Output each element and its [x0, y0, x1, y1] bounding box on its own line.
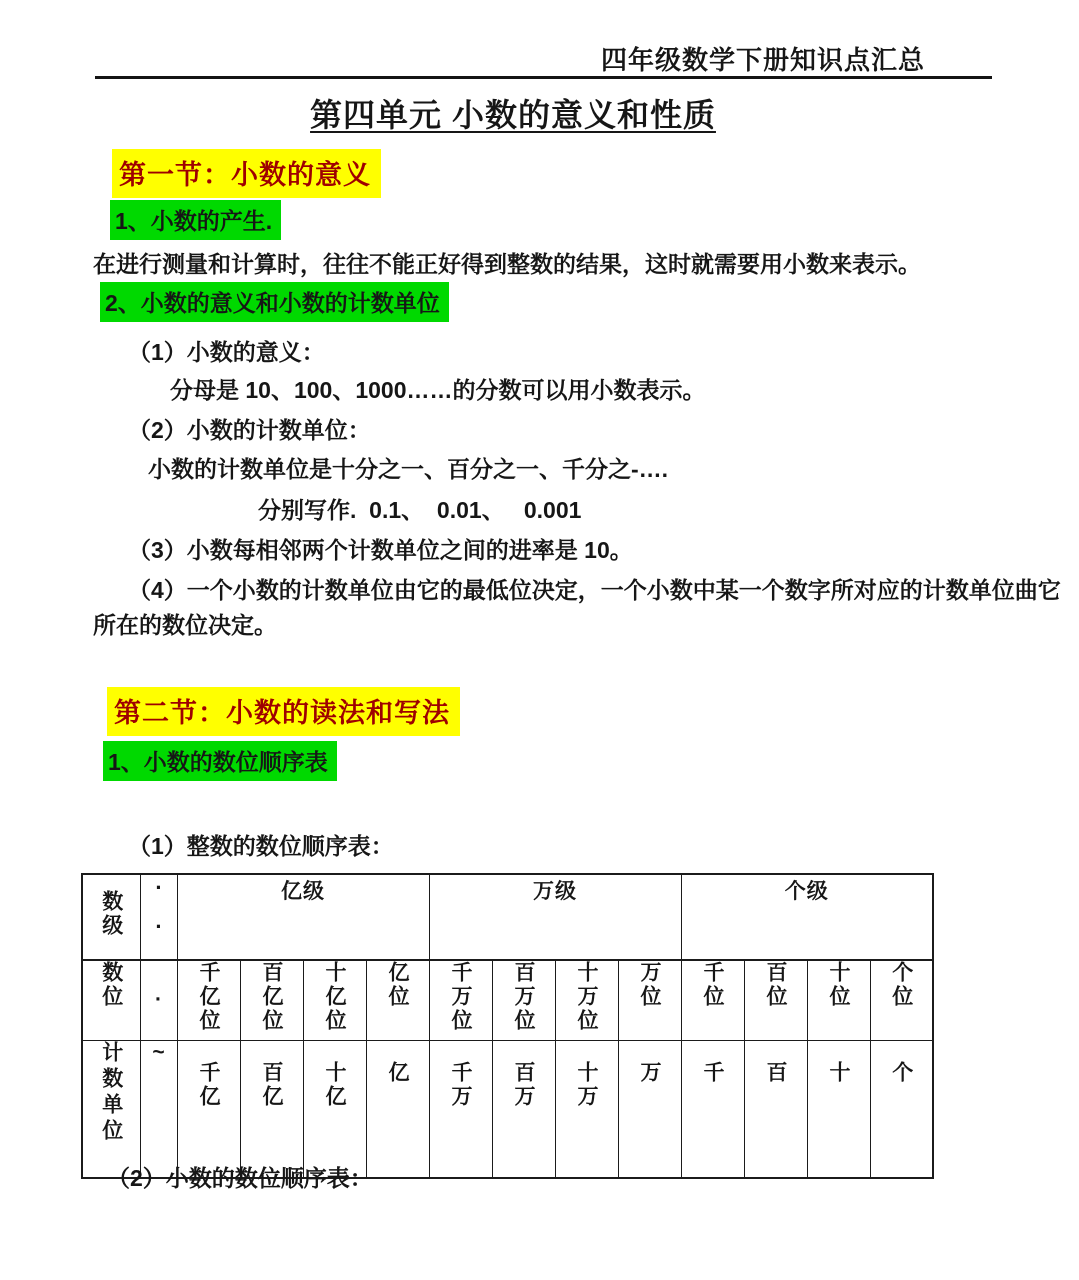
row-header-cell: [82, 874, 140, 960]
unit-cell: [429, 1040, 492, 1178]
unit-cell: [807, 1040, 870, 1178]
digit-label: 十位: [827, 961, 850, 1009]
table-row-digit-place: [82, 960, 933, 1040]
unit-cell: [303, 1040, 366, 1178]
section-1-point-2-heading: 2、小数的意义和小数的计数单位: [100, 282, 449, 322]
row-header-cell: [82, 960, 140, 1040]
sub-item-1-text: 分母是 10、100、1000……的分数可以用小数表示。: [170, 377, 706, 403]
sub-item-1-label: （1）小数的意义：: [128, 339, 325, 365]
integer-table-label: （1）整数的数位顺序表：: [128, 833, 394, 859]
digit-cell: [303, 960, 366, 1040]
unit-label: 百亿: [260, 1060, 283, 1109]
unit-label: 百万: [512, 1060, 535, 1109]
unit-label: 十万: [575, 1060, 598, 1109]
section-2-point-1-heading: 1、小数的数位顺序表: [103, 741, 337, 781]
header-divider: [95, 76, 992, 79]
section-1-point-1-heading: 1、小数的产生.: [110, 200, 281, 240]
unit-cell: [870, 1040, 933, 1178]
unit-label: 千万: [449, 1060, 472, 1109]
sub-item-2-text-line-1: 小数的计数单位是十分之一、百分之一、千分之-….: [148, 456, 669, 482]
digit-cell: [555, 960, 618, 1040]
integer-digit-order-table: [81, 873, 934, 1179]
group-cell-wan: [429, 874, 681, 960]
row-header-label: 计数单位: [99, 1040, 123, 1145]
unit-cell: [555, 1040, 618, 1178]
unit-label: 个: [889, 1060, 913, 1085]
sub-item-2-text-line-2: 分别写作. 0.1、 0.01、 0.001: [258, 497, 582, 523]
table-row-number-level: [82, 874, 933, 960]
unit-label: 千: [701, 1060, 724, 1085]
group-label: 个级: [784, 880, 829, 903]
unit-label: 百: [764, 1060, 787, 1085]
digit-label: 十亿位: [323, 961, 346, 1033]
symbol-cell: [140, 960, 177, 1040]
unit-cell: [681, 1040, 744, 1178]
group-cell-ge: [681, 874, 933, 960]
sub-item-4-text-line-2: 所在的数位决定。: [93, 612, 277, 638]
digit-label: 个位: [889, 961, 913, 1009]
digit-label: 百万位: [512, 961, 535, 1033]
digit-cell: [744, 960, 807, 1040]
digit-cell: [240, 960, 303, 1040]
group-label: 亿级: [281, 880, 325, 903]
section-1-heading: 第一节：小数的意义: [112, 149, 381, 198]
unit-cell: [366, 1040, 429, 1178]
sub-item-4-text-line-1: （4）一个小数的计数单位由它的最低位决定，一个小数中某一个数字所对应的计数单位曲它: [128, 577, 1061, 603]
digit-cell: [807, 960, 870, 1040]
unit-label: 千亿: [197, 1060, 220, 1109]
digit-cell: [177, 960, 240, 1040]
unit-cell: [177, 1040, 240, 1178]
group-cell-yi: [177, 874, 429, 960]
digit-label: 千万位: [449, 961, 472, 1033]
dot-symbol: ·: [155, 988, 162, 1012]
digit-label: 千位: [701, 961, 724, 1009]
symbol-cell: [140, 1040, 177, 1178]
document-header-label: 四年级数学下册知识点汇总: [600, 45, 925, 75]
digit-cell: [681, 960, 744, 1040]
digit-label: 百亿位: [260, 961, 283, 1033]
unit-label: 万: [638, 1060, 661, 1085]
digit-cell: [618, 960, 681, 1040]
digit-label: 千亿位: [197, 961, 220, 1033]
unit-cell: [618, 1040, 681, 1178]
row-header-label: 数级: [99, 890, 123, 938]
sub-item-3-text: （3）小数每相邻两个计数单位之间的进率是 10。: [128, 537, 633, 563]
digit-label: 百位: [764, 961, 787, 1009]
symbol-cell: [140, 874, 177, 960]
decimal-table-label: （2）小数的数位顺序表：: [107, 1165, 373, 1191]
unit-cell: [240, 1040, 303, 1178]
unit-label: 亿: [386, 1060, 409, 1085]
group-label: 万级: [533, 880, 577, 903]
digit-cell: [870, 960, 933, 1040]
row-header-cell: [82, 1040, 140, 1178]
vertical-dots: ··: [146, 875, 172, 953]
section-2-heading: 第二节：小数的读法和写法: [107, 687, 460, 736]
unit-label: 十: [827, 1060, 850, 1085]
row-header-label: 数位: [99, 961, 123, 1009]
tilde-symbol: ~: [152, 1040, 165, 1064]
unit-cell: [492, 1040, 555, 1178]
table-row-counting-unit: [82, 1040, 933, 1178]
section-1-point-1-text: 在进行测量和计算时，往往不能正好得到整数的结果，这时就需要用小数来表示。: [93, 251, 921, 277]
digit-label: 万位: [638, 961, 661, 1009]
digit-cell: [492, 960, 555, 1040]
sub-item-2-label: （2）小数的计数单位：: [128, 417, 371, 443]
digit-label: 十万位: [575, 961, 598, 1033]
digit-cell: [429, 960, 492, 1040]
unit-cell: [744, 1040, 807, 1178]
page-title: 第四单元 小数的意义和性质: [310, 97, 716, 133]
digit-label: 亿位: [386, 961, 409, 1009]
digit-cell: [366, 960, 429, 1040]
unit-label: 十亿: [323, 1060, 346, 1109]
